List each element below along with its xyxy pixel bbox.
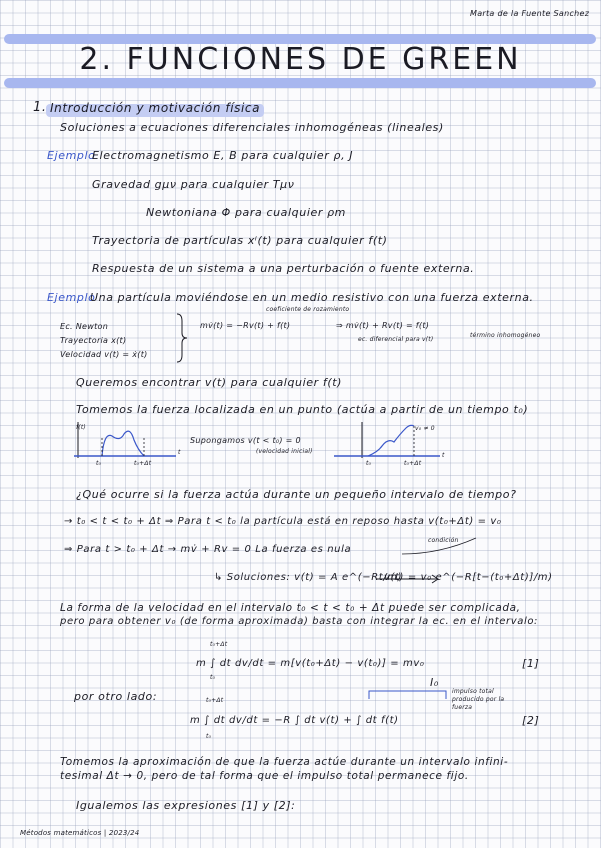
example1-label: Ejemplo xyxy=(47,149,96,162)
impulse-bracket xyxy=(368,690,448,700)
suppose-line: Supongamos v(t < t₀) = 0 xyxy=(190,436,301,445)
curly-brace xyxy=(176,313,188,363)
integral-eq-2: m ∫ dt dv/dt = −R ∫ dt v(t) + ∫ dt f(t) xyxy=(190,715,399,726)
solution-final: v(t) = v₀ e^(−R[t−(t₀+Δt)]/m) xyxy=(384,572,553,583)
graph2-t0: t₀ xyxy=(366,460,372,467)
paragraph-line: La forma de la velocidad en el intervalo t₀ < t < t₀ + Δt puede ser complicada, xyxy=(60,602,521,614)
approx-line: tesimal Δt → 0, pero de tal forma que el impulso total permanece fijo. xyxy=(60,770,469,782)
brace-line: Ec. Newton xyxy=(60,322,109,331)
case1-line: → t₀ < t < t₀ + Δt ⇒ Para t < t₀ la partícula está en reposo hasta v(t₀+Δt) = v₀ xyxy=(64,516,502,527)
graph2-t1: t₀+Δt xyxy=(404,460,422,467)
title-band-bottom xyxy=(4,78,596,88)
newton-eq: mv̇(t) = −Rv(t) + f(t) xyxy=(200,321,291,330)
graph2-xlabel: t xyxy=(442,452,445,459)
impulse-label: I₀ xyxy=(430,676,439,689)
question-line: ¿Qué ocurre si la fuerza actúa durante un pequeño intervalo de tiempo? xyxy=(76,488,517,501)
condition-arrow xyxy=(400,536,480,556)
want-line: Queremos encontrar v(t) para cualquier f(t) xyxy=(76,376,343,389)
integral-eq-1: m ∫ dt dv/dt = m[v(t₀+Δt) − v(t₀)] = mv₀ xyxy=(196,658,425,669)
brace-line: Velocidad v(t) = ẋ(t) xyxy=(60,350,148,359)
graph1-t0: t₀ xyxy=(96,460,102,467)
solutions-line: ↳ Soluciones: v(t) = A e^(−Rt/m) xyxy=(214,572,403,583)
suppose-note: (velocidad inicial) xyxy=(256,448,313,455)
graph2-point: v₀ ≠ 0 xyxy=(415,425,435,432)
other-side-label: por otro lado: xyxy=(74,690,158,703)
footer-course: Métodos matemáticos | 2023/24 xyxy=(20,829,140,837)
impulse-note: impulso total producido por la fuerza xyxy=(452,688,505,711)
example2-label: Ejemplo xyxy=(47,291,96,304)
example1-line: Newtoniana Φ para cualquier ρm xyxy=(146,206,346,219)
take-line: Tomemos la fuerza localizada en un punto (actúa a partir de un tiempo t₀) xyxy=(76,403,529,416)
newton-eq-rearranged: ⇒ mv̇(t) + Rv(t) = f(t) xyxy=(336,321,430,330)
brace-line: Trayectoria x(t) xyxy=(60,336,127,345)
example1-line: Electromagnetismo E, B para cualquier ρ, J xyxy=(92,149,354,162)
coef-note: coeficiente de rozamiento xyxy=(266,306,350,313)
integral-lower-limit: t₀ xyxy=(206,733,212,740)
eq-label-1: [1] xyxy=(522,657,540,670)
section-title: Introducción y motivación física xyxy=(50,101,261,115)
equate-line: Igualemos las expresiones [1] y [2]: xyxy=(76,799,296,812)
example2-text: Una partícula moviéndose en un medio resistivo con una fuerza externa. xyxy=(90,291,534,304)
integral-upper-limit: t₀+Δt xyxy=(206,697,224,704)
integral-upper-limit: t₀+Δt xyxy=(210,641,228,648)
condition-note: condición xyxy=(428,537,459,544)
example1-line: Respuesta de un sistema a una perturbación o fuente externa. xyxy=(92,262,475,275)
force-graph xyxy=(74,418,184,468)
example1-line: Gravedad gμν para cualquier Tμν xyxy=(92,178,295,191)
case2-line: ⇒ Para t > t₀ + Δt → mv̇ + Rv = 0 La fuerza es nula xyxy=(64,544,352,555)
author-name: Marta de la Fuente Sanchez xyxy=(470,9,590,18)
integral-lower-limit: t₀ xyxy=(210,674,216,681)
page-title: 2. FUNCIONES DE GREEN xyxy=(79,42,522,77)
section-number: 1. xyxy=(33,100,47,115)
graph1-t1: t₀+Δt xyxy=(134,460,152,467)
eq-label-2: [2] xyxy=(522,714,540,727)
paragraph-line: pero para obtener v₀ (de forma aproximada) basta con integrar la ec. en el intervalo: xyxy=(60,616,539,627)
inhomog-note: término inhomogéneo xyxy=(470,332,541,339)
approx-line: Tomemos la aproximación de que la fuerza actúe durante un intervalo infini- xyxy=(60,756,509,768)
example1-line: Trayectoria de partículas xⁱ(t) para cualquier f(t) xyxy=(92,234,388,247)
graph1-ylabel: f(t) xyxy=(76,424,86,431)
graph1-xlabel: t xyxy=(178,449,181,456)
ode-note: ec. diferencial para v(t) xyxy=(358,336,434,343)
intro-line: Soluciones a ecuaciones diferenciales inhomogéneas (lineales) xyxy=(60,121,444,134)
